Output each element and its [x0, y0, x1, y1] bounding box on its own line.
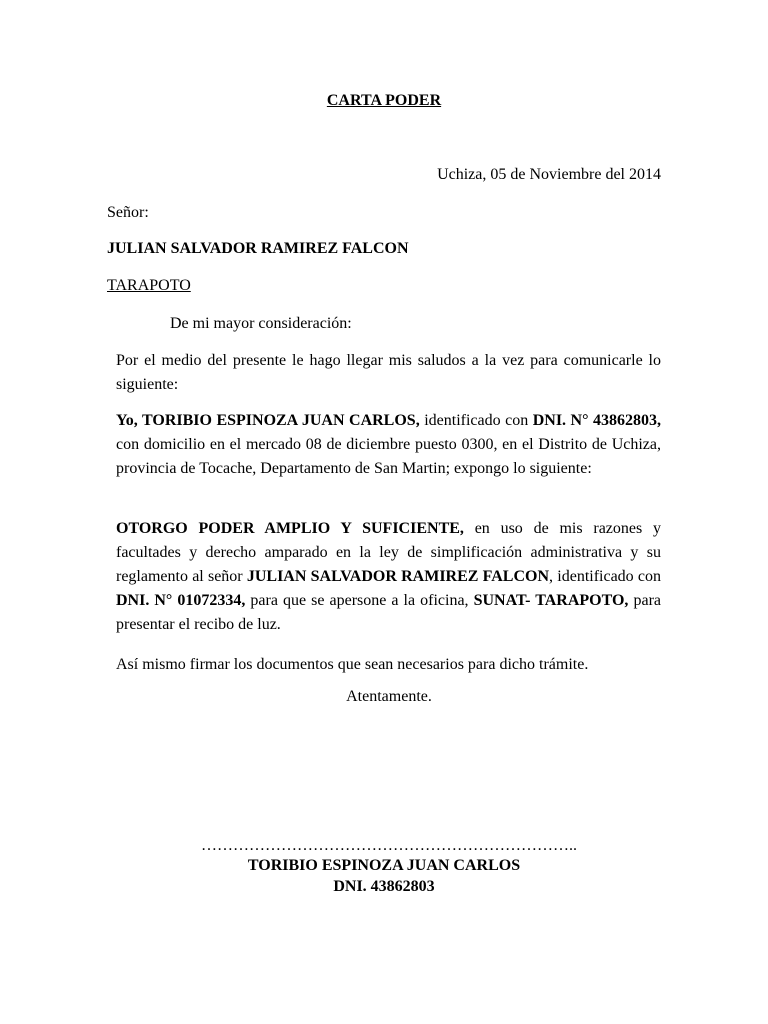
paragraph-intro: Por el medio del presente le hago llegar mis saludos a la vez para comunicarle lo siguiente:	[116, 352, 661, 393]
grantor-name: Yo, TORIBIO ESPINOZA JUAN CARLOS,	[116, 412, 420, 429]
greeting: De mi mayor consideración:	[170, 315, 352, 332]
representative-name: JULIAN SALVADOR RAMIREZ FALCON	[246, 568, 550, 585]
grant-statement: OTORGO PODER AMPLIO Y SUFICIENTE,	[116, 520, 464, 537]
addressee-name: JULIAN SALVADOR RAMIREZ FALCON	[107, 240, 409, 257]
representative-dni: DNI. N° 01072334,	[116, 592, 246, 609]
signature-name: TORIBIO ESPINOZA JUAN CARLOS	[247, 857, 521, 874]
paragraph-text: para que se apersone a la oficina,	[245, 592, 474, 609]
paragraph-identification	[116, 409, 661, 481]
office-name: SUNAT- TARAPOTO,	[473, 592, 629, 609]
date-line: Uchiza, 05 de Noviembre del 2014	[437, 166, 661, 183]
paragraph-text: identificado con	[419, 412, 533, 429]
paragraph-text: con domicilio en el mercado 08 de diciembre puesto 0300, en el Distrito de Uchiza, provincia de Tocache, Departamento de San Martin; expongo lo siguiente:	[116, 436, 661, 477]
paragraph-text: para presentar el recibo de luz.	[116, 592, 662, 633]
grantor-dni: DNI. N° 43862803,	[532, 412, 662, 429]
salutation: Señor:	[107, 204, 149, 221]
paragraph-text: , identificado con	[549, 568, 662, 585]
addressee-city: TARAPOTO	[107, 277, 191, 294]
signature-line: ……………………………………………………………..	[201, 837, 577, 854]
document-title: CARTA PODER	[326, 92, 442, 109]
paragraph-power-grant	[116, 517, 661, 637]
paragraph-text: en uso de mis razones y facultades y derecho amparado en la ley de simplificación administrativa y su reglamento al señor	[116, 520, 661, 585]
closing: Atentamente.	[346, 688, 432, 705]
signature-dni: DNI. 43862803	[333, 878, 435, 895]
paragraph-sign-documents: Así mismo firmar los documentos que sean necesarios para dicho trámite.	[116, 656, 589, 673]
